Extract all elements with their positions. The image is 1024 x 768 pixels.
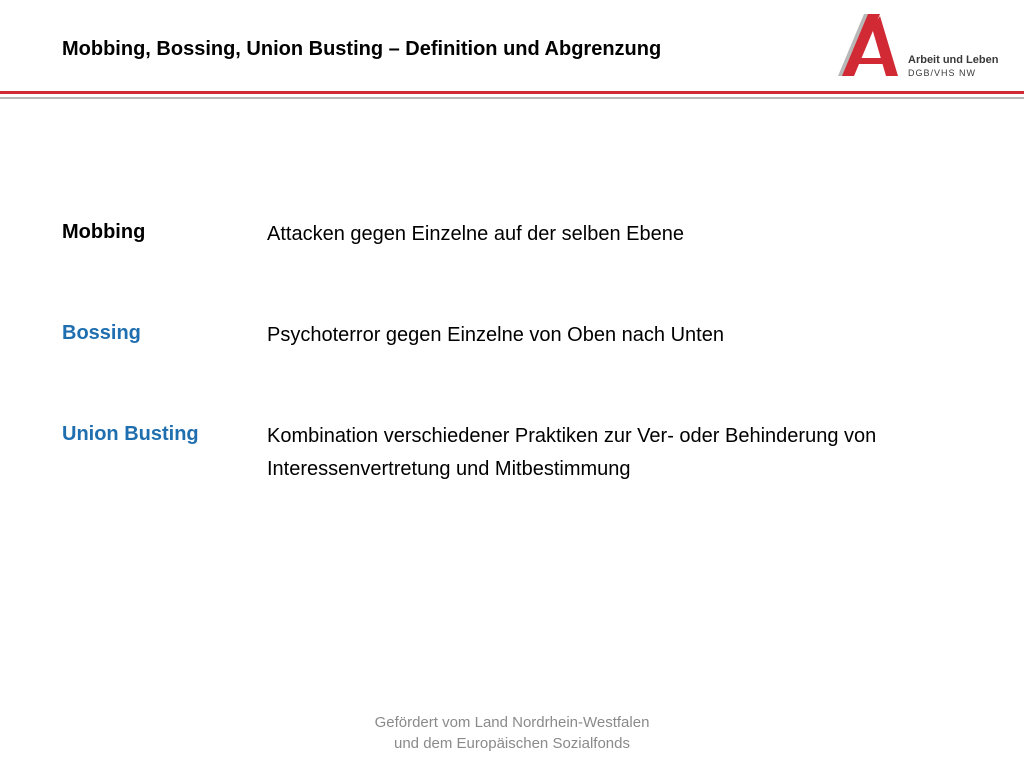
desc-union-busting-line-2: Interessenvertretung und Mitbestimmung xyxy=(267,458,631,480)
term-union-busting: Union Busting xyxy=(62,423,199,445)
header-rule-red xyxy=(0,91,1024,94)
desc-union-busting xyxy=(267,420,876,486)
slide-title: Mobbing, Bossing, Union Busting – Definition und Abgrenzung xyxy=(62,38,662,60)
definition-mobbing xyxy=(62,218,982,251)
footer-line-1: Gefördert vom Land Nordrhein-Westfalen xyxy=(374,714,650,731)
definition-bossing xyxy=(62,319,982,352)
logo-name: Arbeit und Leben xyxy=(908,54,999,66)
term-mobbing: Mobbing xyxy=(62,221,146,243)
funding-footer xyxy=(0,712,1024,754)
arbeit-und-leben-logo xyxy=(836,14,1006,78)
desc-mobbing-line-1: Attacken gegen Einzelne auf der selben Ebene xyxy=(267,223,684,245)
desc-union-busting-line-1: Kombination verschiedener Praktiken zur Ver- oder Behinderung von xyxy=(267,425,877,447)
footer-line-2: und dem Europäischen Sozialfonds xyxy=(394,735,630,752)
logo-subtitle: DGB/VHS NW xyxy=(908,68,977,78)
desc-bossing xyxy=(267,319,724,352)
header-rule-gray xyxy=(0,97,1024,99)
definition-union-busting xyxy=(62,420,982,486)
desc-bossing-line-1: Psychoterror gegen Einzelne von Oben nach Unten xyxy=(267,324,724,346)
definitions-list xyxy=(62,218,982,486)
desc-mobbing xyxy=(267,218,684,251)
logo-a-icon xyxy=(836,14,902,78)
term-bossing: Bossing xyxy=(62,322,141,344)
